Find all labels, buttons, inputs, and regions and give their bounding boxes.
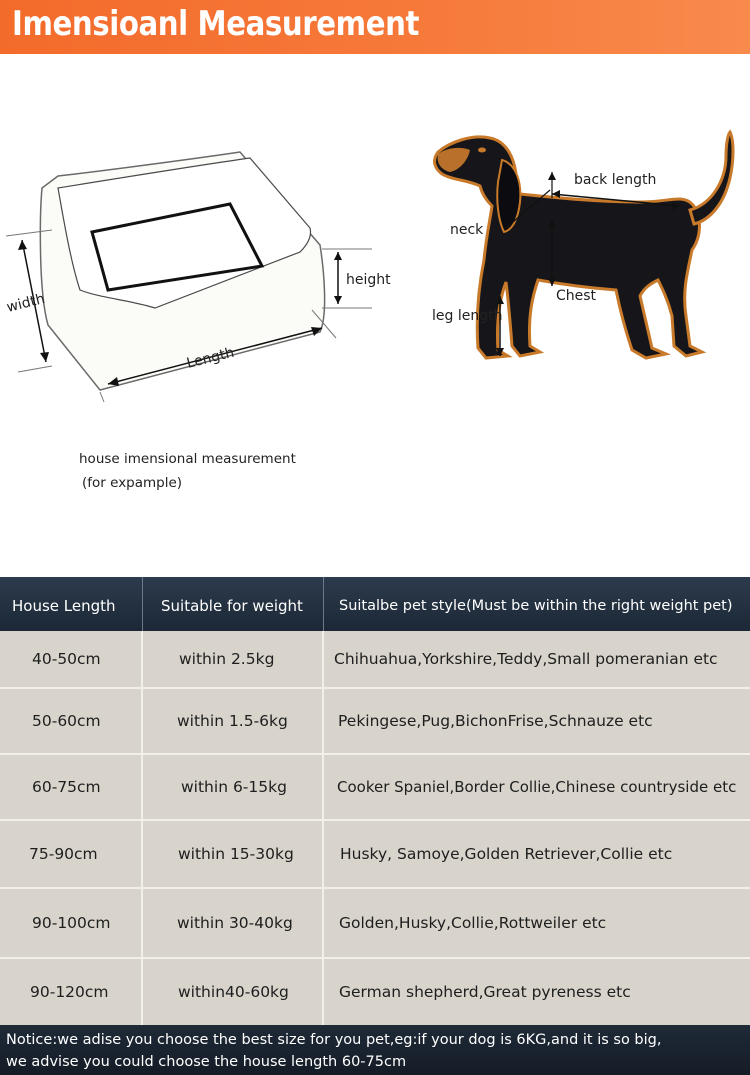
table-row: [0, 753, 750, 819]
header-divider: [142, 577, 143, 631]
dog-measurement-diagram: [420, 120, 750, 380]
table-row: [0, 631, 750, 687]
cell-weight: within 1.5-6kg: [177, 712, 288, 730]
cell-weight: within40-60kg: [178, 983, 289, 1001]
dog-silhouette: [435, 137, 702, 358]
neck-label: neck: [450, 222, 484, 238]
cell-weight: within 2.5kg: [179, 650, 275, 668]
notice-line-2: we advise you could choose the house length 60-75cm: [6, 1054, 407, 1070]
caption-line-1: house imensional measurement: [79, 451, 296, 467]
cell-length: 60-75cm: [32, 778, 101, 796]
header-house-length: House Length: [12, 597, 116, 615]
dog-tail: [690, 132, 733, 224]
cell-weight: within 6-15kg: [181, 778, 287, 796]
column-divider: [322, 631, 324, 1025]
notice-line-1: Notice:we adise you choose the best size for you pet,eg:if your dog is 6KG,and it is so big,: [6, 1032, 662, 1048]
cell-weight: within 15-30kg: [178, 845, 294, 863]
table-body: [0, 631, 750, 1025]
cell-pets: German shepherd,Great pyreness etc: [339, 983, 631, 1001]
cell-weight: within 30-40kg: [177, 914, 293, 932]
cell-pets: Chihuahua,Yorkshire,Teddy,Small pomeranian etc: [334, 650, 718, 668]
cell-pets: Cooker Spaniel,Border Collie,Chinese countryside etc: [337, 778, 737, 796]
caption-line-2: (for expample): [82, 475, 183, 491]
column-divider: [141, 631, 143, 1025]
header-pet-style: Suitalbe pet style(Must be within the right weight pet): [339, 598, 733, 614]
back-length-label: back length: [574, 172, 657, 188]
height-label: height: [346, 272, 391, 288]
table-header: [0, 577, 750, 631]
width-label: width: [5, 291, 47, 316]
pet-bed-diagram: [0, 140, 400, 410]
cell-length: 90-100cm: [32, 914, 111, 932]
cell-pets: Golden,Husky,Collie,Rottweiler etc: [339, 914, 607, 932]
title-banner: [0, 0, 750, 54]
table-row: [0, 687, 750, 753]
page-title: Imensioanl Measurement: [12, 4, 420, 44]
header-weight: Suitable for weight: [161, 597, 303, 615]
size-table: [0, 577, 750, 1025]
header-divider: [323, 577, 324, 631]
chest-label: Chest: [556, 288, 597, 304]
house-caption: [79, 447, 296, 495]
cell-length: 40-50cm: [32, 650, 101, 668]
cell-length: 90-120cm: [30, 983, 109, 1001]
table-row: [0, 957, 750, 1025]
cell-pets: Husky, Samoye,Golden Retriever,Collie etc: [340, 845, 673, 863]
cell-pets: Pekingese,Pug,BichonFrise,Schnauze etc: [338, 712, 653, 730]
table-row: [0, 819, 750, 887]
cell-length: 75-90cm: [29, 845, 98, 863]
cell-length: 50-60cm: [32, 712, 101, 730]
length-label: Length: [185, 344, 236, 372]
table-row: [0, 887, 750, 957]
leg-length-label: leg length: [432, 308, 503, 324]
notice-footer: [0, 1025, 750, 1075]
